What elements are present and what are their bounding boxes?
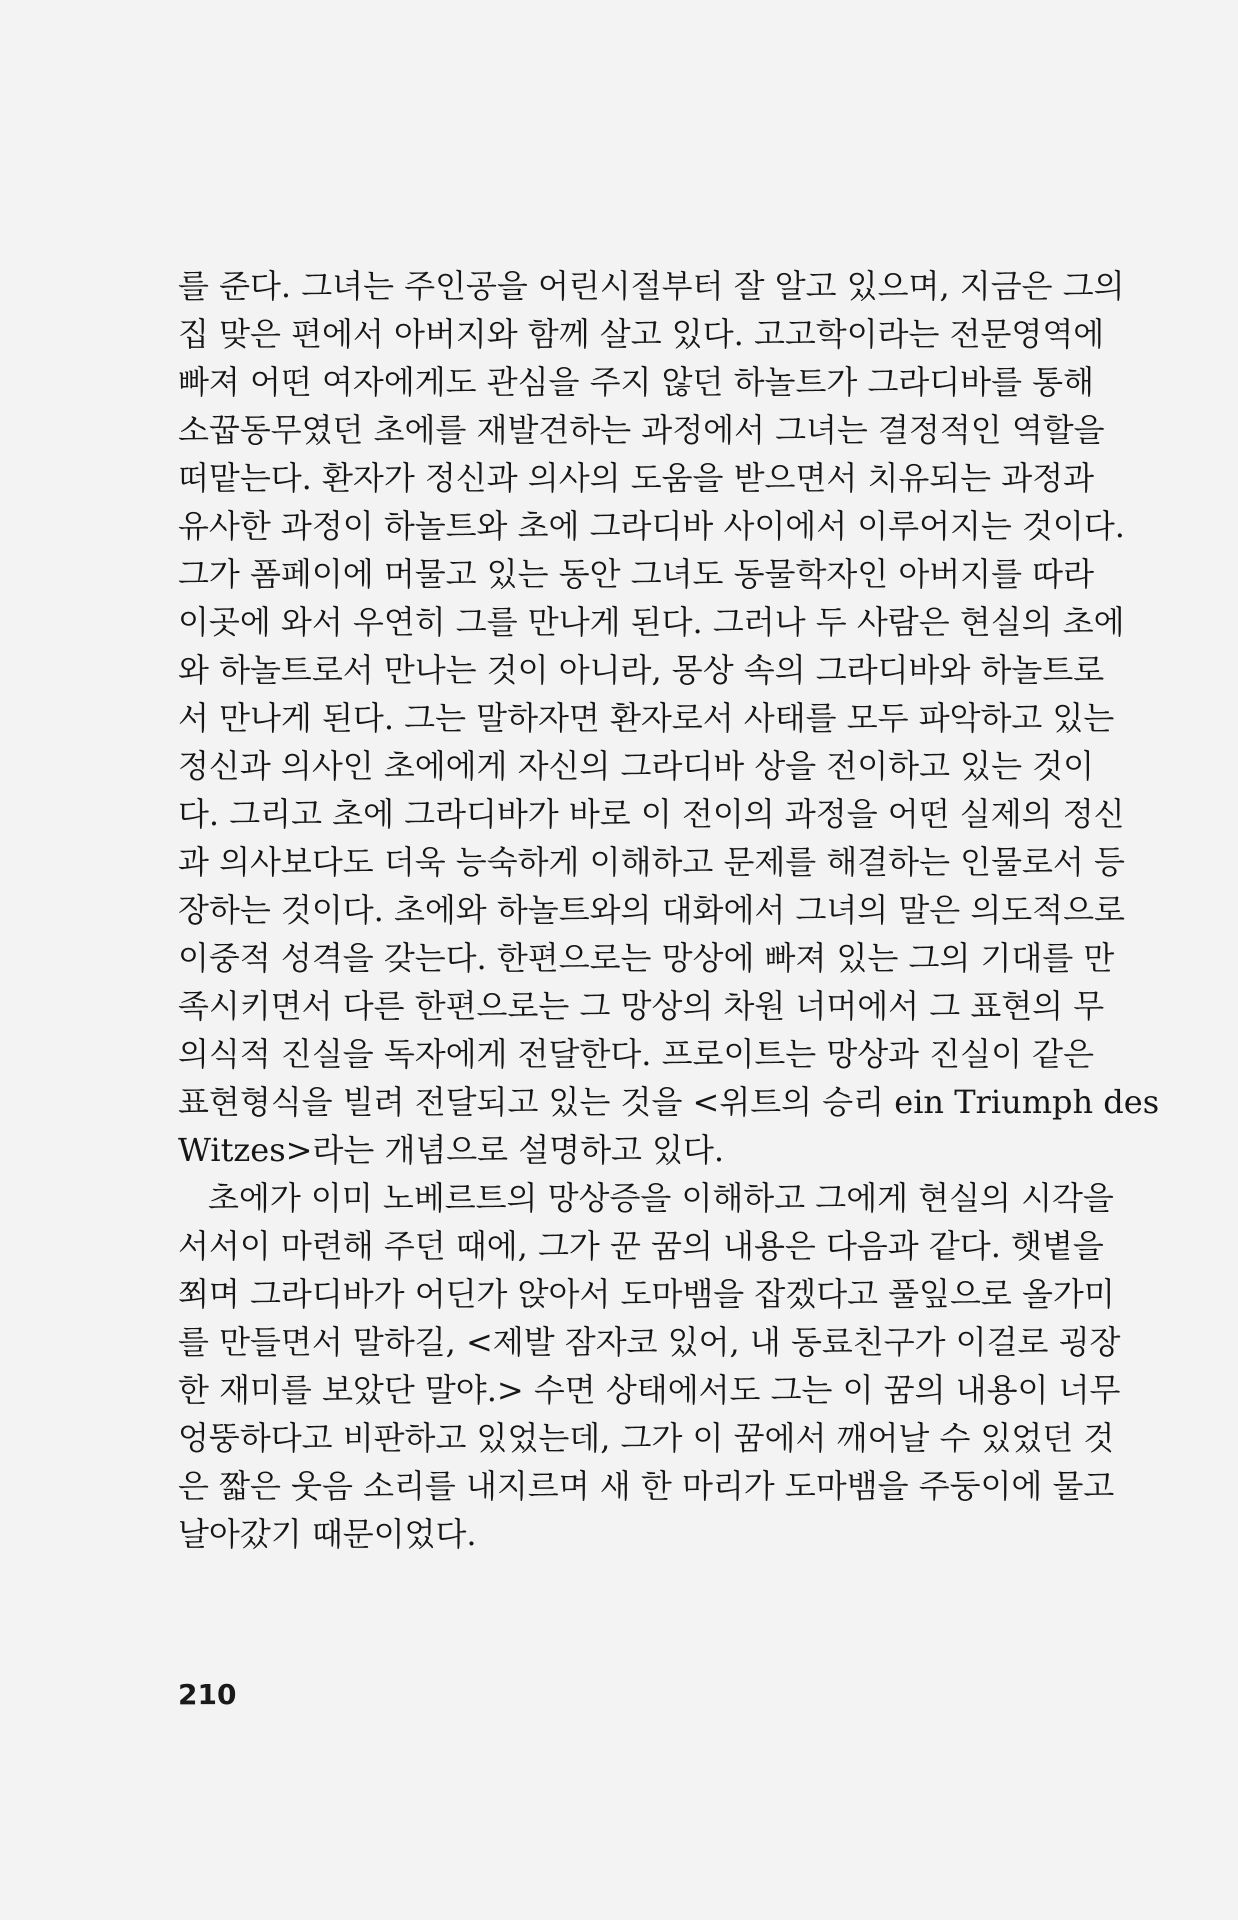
text-line: 집 맞은 편에서 아버지와 함께 살고 있다. 고고학이라는 전문영역에 (178, 315, 1105, 353)
paragraph-2 (178, 1174, 1121, 1558)
text-line: 표현형식을 빌려 전달되고 있는 것을 <위트의 승리 ein Triumph des (178, 1083, 1160, 1121)
text-line: 서 만나게 된다. 그는 말하자면 환자로서 사태를 모두 파악하고 있는 (178, 699, 1115, 737)
text-line: 다. 그리고 초에 그라디바가 바로 이 전이의 과정을 어떤 실제의 정신 (178, 795, 1125, 833)
text-line: 그가 폼페이에 머물고 있는 동안 그녀도 동물학자인 아버지를 따라 (178, 555, 1095, 593)
text-line: 와 하놀트로서 만나는 것이 아니라, 몽상 속의 그라디바와 하놀트로 (178, 651, 1105, 689)
text-line: 한 재미를 보았단 말야.> 수면 상태에서도 그는 이 꿈의 내용이 너무 (178, 1371, 1121, 1409)
text-line: 쬐며 그라디바가 어딘가 앉아서 도마뱀을 잡겠다고 풀잎으로 올가미 (178, 1275, 1115, 1313)
text-line: 장하는 것이다. 초에와 하놀트와의 대화에서 그녀의 말은 의도적으로 (178, 891, 1125, 929)
text-line: 소꿉동무였던 초에를 재발견하는 과정에서 그녀는 결정적인 역할을 (178, 411, 1105, 449)
text-line: 를 준다. 그녀는 주인공을 어린시절부터 잘 알고 있으며, 지금은 그의 (178, 267, 1125, 305)
text-line: 족시키면서 다른 한편으로는 그 망상의 차원 너머에서 그 표현의 무 (178, 987, 1105, 1025)
text-line: 초에가 이미 노베르트의 망상증을 이해하고 그에게 현실의 시각을 (208, 1179, 1114, 1217)
text-line: Witzes>라는 개념으로 설명하고 있다. (178, 1131, 725, 1169)
page-number: 210 (178, 1678, 237, 1711)
text-line: 정신과 의사인 초에에게 자신의 그라디바 상을 전이하고 있는 것이 (178, 747, 1095, 785)
text-line: 서서이 마련해 주던 때에, 그가 꾼 꿈의 내용은 다음과 같다. 햇볕을 (178, 1227, 1104, 1265)
body-text (178, 262, 1160, 1558)
text-line: 의식적 진실을 독자에게 전달한다. 프로이트는 망상과 진실이 같은 (178, 1035, 1095, 1073)
text-line: 엉뚱하다고 비판하고 있었는데, 그가 이 꿈에서 깨어날 수 있었던 것 (178, 1419, 1115, 1457)
text-line: 유사한 과정이 하놀트와 초에 그라디바 사이에서 이루어지는 것이다. (178, 507, 1125, 545)
text-line: 를 만들면서 말하길, <제발 잠자코 있어, 내 동료친구가 이걸로 굉장 (178, 1323, 1121, 1361)
text-line: 과 의사보다도 더욱 능숙하게 이해하고 문제를 해결하는 인물로서 등 (178, 843, 1125, 881)
paragraph-1 (178, 262, 1160, 1174)
text-line: 날아갔기 때문이었다. (178, 1515, 477, 1553)
text-line: 이중적 성격을 갖는다. 한편으로는 망상에 빠져 있는 그의 기대를 만 (178, 939, 1115, 977)
text-line: 이곳에 와서 우연히 그를 만나게 된다. 그러나 두 사람은 현실의 초에 (178, 603, 1125, 641)
text-line: 은 짧은 웃음 소리를 내지르며 새 한 마리가 도마뱀을 주둥이에 물고 (178, 1467, 1115, 1505)
text-line: 빠져 어떤 여자에게도 관심을 주지 않던 하놀트가 그라디바를 통해 (178, 363, 1095, 401)
text-line: 떠맡는다. 환자가 정신과 의사의 도움을 받으면서 치유되는 과정과 (178, 459, 1095, 497)
